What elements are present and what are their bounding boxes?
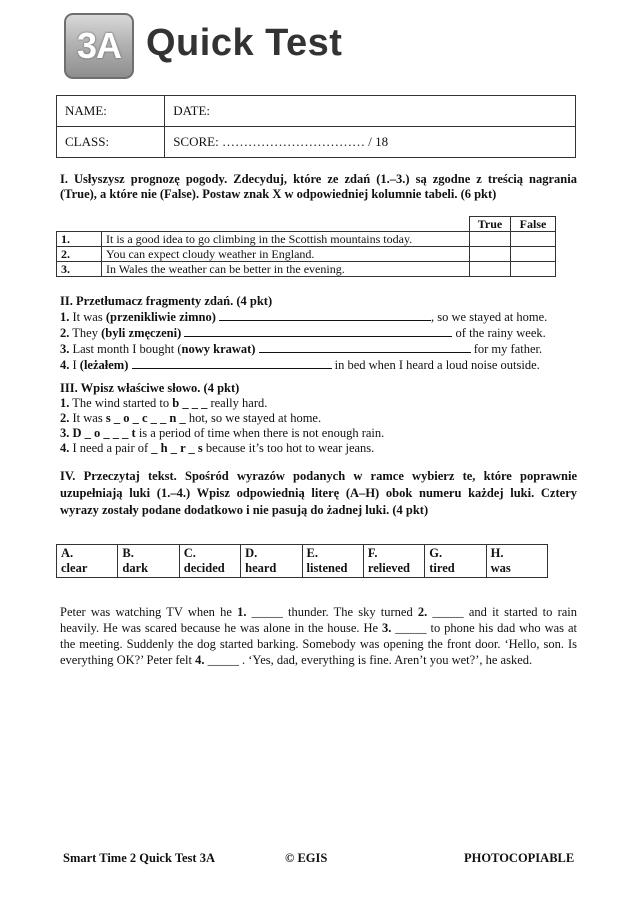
word-option: D. heard — [241, 545, 302, 578]
answer-blank[interactable] — [184, 325, 452, 337]
table-row: 3. In Wales the weather can be better in the evening. — [57, 262, 556, 277]
list-item: 2. It was s _ o _ c _ _ n _ hot, so we stayed at home. — [60, 411, 322, 425]
list-item: 4. I (leżałem) in bed when I heard a loud noise outside. — [60, 358, 540, 372]
footer-copyright: © EGIS — [285, 851, 328, 865]
word-gap[interactable]: b _ _ _ — [172, 396, 208, 410]
task3-section — [60, 381, 577, 456]
word-gap[interactable]: D _ o _ _ _ t — [72, 426, 136, 440]
list-item: 4. I need a pair of _ h _ r _ s because it’s too hot to wear jeans. — [60, 441, 375, 455]
task2-heading: II. Przetłumacz fragmenty zdań. (4 pkt) — [60, 294, 273, 308]
word-option: F. relieved — [363, 545, 424, 578]
word-option: H. was — [486, 545, 547, 578]
task4-heading: IV. Przeczytaj tekst. Spośród wyrazów podanych w ramce wybierz te, które poprawnie uzupełniają luki (1.–4.) Wpisz odpowiednią literę (A–H) obok numeru każdej luki. Cztery wyrazy zostały podane dodatkowo i nie pasują do żadnej luki. (4 pkt) — [60, 469, 577, 517]
task3-heading: III. Wpisz właściwe słowo. (4 pkt) — [60, 381, 240, 395]
true-answer-cell[interactable] — [470, 232, 511, 247]
task1-heading: I. Usłyszysz prognozę pogody. Zdecyduj, które ze zdań (1.–3.) są zgodne z treścią nagrania (True), a które nie (False). Postaw znak X w odpowiedniej kolumnie tabeli. (6 pkt) — [60, 172, 577, 201]
list-item: 1. The wind started to b _ _ _ really hard. — [60, 396, 268, 410]
word-option: E. listened — [302, 545, 363, 578]
table-row: 2. You can expect cloudy weather in England. — [57, 247, 556, 262]
score-field: SCORE: …………………………… / 18 — [165, 127, 576, 158]
task2-section — [60, 294, 560, 373]
answer-blank[interactable] — [132, 357, 332, 369]
class-field[interactable]: CLASS: — [57, 127, 165, 158]
true-answer-cell[interactable] — [470, 262, 511, 277]
list-item: 2. They (byli zmęczeni) of the rainy week. — [60, 326, 546, 340]
word-gap[interactable]: _ h _ r _ s — [151, 441, 203, 455]
word-gap[interactable]: s _ o _ c _ _ n _ — [105, 411, 186, 425]
date-field[interactable]: DATE: — [165, 96, 576, 127]
list-item: 1. It was (przenikliwie zimno) , so we stayed at home. — [60, 310, 548, 324]
gap-number[interactable]: 3. — [381, 621, 392, 635]
true-false-table — [56, 216, 556, 277]
false-answer-cell[interactable] — [511, 232, 556, 247]
gap-number[interactable]: 4. — [195, 653, 205, 667]
badge-label: 3A — [76, 25, 122, 66]
gap-number[interactable]: 1. — [237, 605, 247, 619]
word-option: C. decided — [179, 545, 240, 578]
footer-photocopiable: PHOTOCOPIABLE — [464, 851, 575, 865]
test-badge — [64, 13, 134, 79]
false-column-header: False — [511, 217, 556, 232]
true-answer-cell[interactable] — [470, 247, 511, 262]
page-title: Quick Test — [146, 22, 343, 64]
answer-blank[interactable] — [259, 341, 471, 353]
name-field[interactable]: NAME: — [57, 96, 165, 127]
reading-text: Peter was watching TV when he 1. _____ thunder. The sky turned 2. _____ and it started to rain heavily. He was scared because he was alone in the house. He 3. _____ to phone his dad who was at the meeting. Suddenly the dog started barking. Somebody was opening the front door. ‘Hello, son. Is everything OK?’ Peter felt 4. _____ . ‘Yes, dad, everything is fine. Aren’t you wet?’, he asked. — [60, 605, 578, 667]
word-box-table — [56, 544, 548, 578]
table-row: 1. It is a good idea to go climbing in the Scottish mountains today. — [57, 232, 556, 247]
gap-number[interactable]: 2. — [417, 605, 428, 619]
false-answer-cell[interactable] — [511, 247, 556, 262]
list-item: 3. D _ o _ _ _ t is a period of time when there is not enough rain. — [60, 426, 385, 440]
list-item: 3. Last month I bought (nowy krawat) for my father. — [60, 342, 543, 356]
answer-blank[interactable] — [219, 309, 431, 321]
true-column-header: True — [470, 217, 511, 232]
false-answer-cell[interactable] — [511, 262, 556, 277]
footer-title: Smart Time 2 Quick Test 3A — [63, 851, 215, 865]
word-option: B. dark — [118, 545, 179, 578]
word-option: A. clear — [57, 545, 118, 578]
student-info-table — [56, 95, 576, 158]
word-option: G. tired — [425, 545, 486, 578]
